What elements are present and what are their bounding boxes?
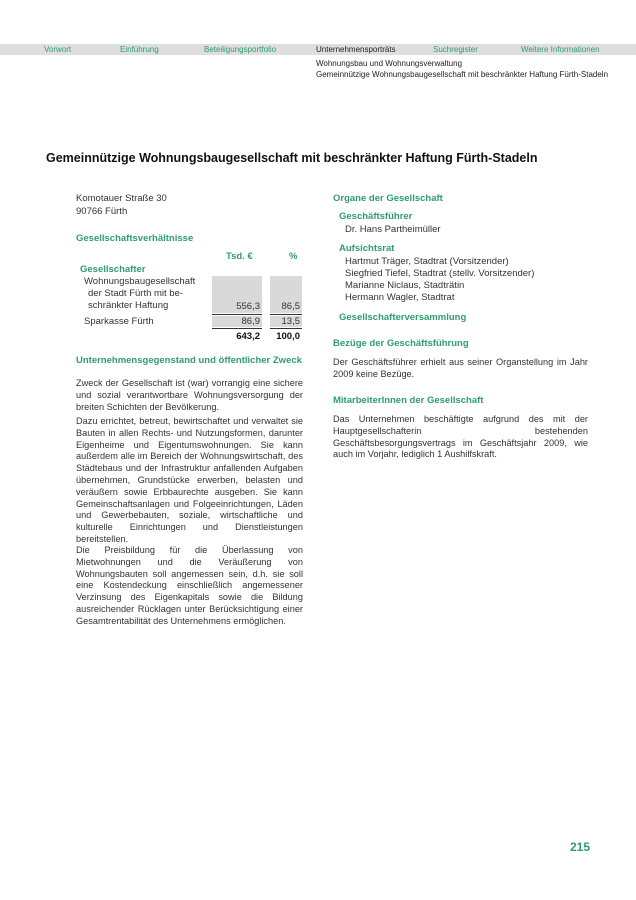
total-tsd: 643,2 (236, 331, 260, 342)
row2-pct: 13,5 (281, 316, 300, 327)
verhaeltnisse-heading: Gesellschaftsverhältnisse (76, 233, 194, 244)
top-nav (0, 44, 636, 55)
row1-label-line2: der Stadt Fürth mit be- (88, 288, 184, 299)
gesellschafterversammlung-heading: Gesellschafterversammlung (339, 312, 467, 323)
aufsichtsrat-member-3: Marianne Niclaus, Stadträtin (345, 280, 465, 291)
breadcrumb-company: Gemeinnützige Wohnungsbaugesellschaft mit beschränkter Haftung Fürth-Stadeln (316, 70, 609, 79)
mitarbeiter-heading: MitarbeiterInnen der Gesellschaft (333, 395, 484, 406)
nav-item-weitere-informationen[interactable]: Weitere Informationen (521, 45, 600, 54)
total-divider-pct (270, 328, 302, 329)
geschaeftsfuehrer-name: Dr. Hans Partheimüller (345, 224, 441, 235)
row2-label: Sparkasse Fürth (84, 316, 154, 327)
col-pct-header: % (289, 251, 298, 262)
geschaeftsfuehrer-heading: Geschäftsführer (339, 211, 413, 222)
bezuege-heading: Bezüge der Geschäftsführung (333, 338, 469, 349)
aufsichtsrat-member-4: Hermann Wagler, Stadtrat (345, 292, 455, 303)
aufsichtsrat-heading: Aufsichtsrat (339, 243, 395, 254)
page-title: Gemeinnützige Wohnungsbaugesellschaft mit beschränkter Haftung Fürth-Stadeln (46, 151, 538, 165)
gegenstand-paragraph-3: Die Preisbildung für die Überlassung von Mietwohnungen und die Veräußerung von Wohnungsbauten soll angemessen sein, d.h. sie soll eine Kostendeckung einschließlich angemessener Verzinsung des Eigenkapitals sowie die Bildung ausreichender Rücklagen unter Berücksichtigung einer Gesamtrentabilität des Unternehmens ermöglichen. (76, 545, 303, 626)
total-divider-tsd (212, 328, 262, 329)
gegenstand-paragraph-1: Zweck der Gesellschaft ist (war) vorrangig eine sichere und sozial verantwortbare Wohnungsversorgung der breiten Schichten der Bevölkerung. (76, 378, 303, 412)
address-city: 90766 Fürth (76, 206, 128, 217)
nav-item-beteiligungsportfolio[interactable]: Beteiligungsportfolio (204, 45, 277, 54)
row2-tsd: 86,9 (241, 316, 260, 327)
mitarbeiter-text: Das Unternehmen beschäftigte aufgrund des mit der Hauptgesellschafterin bestehenden Geschäftsbesorgungsvertrags im Geschäftsjahr 2009, wie auch im Vorjahr, lediglich 1 Aushilfskraft. (333, 414, 588, 460)
row1-pct: 86,5 (281, 301, 300, 312)
row1-tsd: 556,3 (236, 301, 260, 312)
gegenstand-paragraph-2: Dazu errichtet, betreut, bewirtschaftet und verwaltet sie Bauten in allen Rechts- und Nutzungsformen, darunter Eigenheime und Eigentumswohnungen. Sie kann außerdem alle im Bereich der Wohnungswirtschaft, des Städtebaus und der Infrastruktur anfallenden Aufgaben übernehmen, Grundstücke erwerben, belasten und veräußern sowie Erbbaurechte ausgeben. Sie kann Gemeinschaftsanlagen und Folgeeinrichtungen, Läden und Gewerbebauten, soziale, wirtschaftliche und kulturelle Einrichtungen und Dienstleistungen bereitstellen. (76, 416, 303, 544)
aufsichtsrat-member-2: Siegfried Tiefel, Stadtrat (stellv. Vorsitzender) (345, 268, 535, 279)
col-tsd-header: Tsd. € (226, 251, 253, 262)
gegenstand-heading: Unternehmensgegenstand und öffentlicher Zweck (76, 355, 302, 366)
row1-label-line3: schränkter Haftung (88, 300, 169, 311)
organe-heading: Organe der Gesellschaft (333, 193, 443, 204)
row-divider-tsd (212, 314, 262, 315)
nav-item-vorwort[interactable]: Vorwort (44, 45, 72, 54)
address-street: Komotauer Straße 30 (76, 193, 167, 204)
gesellschafter-label: Gesellschafter (80, 264, 146, 275)
nav-item-suchregister[interactable]: Suchregister (433, 45, 478, 54)
nav-item-unternehmensportraets[interactable]: Unternehmensporträts (316, 45, 396, 54)
row1-label-line1: Wohnungsbaugesellschaft (84, 276, 196, 287)
nav-item-einfuehrung[interactable]: Einführung (120, 45, 159, 54)
breadcrumb-category: Wohnungsbau und Wohnungsverwaltung (316, 59, 463, 68)
page-number: 215 (570, 840, 591, 854)
row-divider-pct (270, 314, 302, 315)
aufsichtsrat-member-1: Hartmut Träger, Stadtrat (Vorsitzender) (345, 256, 509, 267)
bezuege-text: Der Geschäftsführer erhielt aus seiner Organstellung im Jahr 2009 keine Bezüge. (333, 357, 588, 379)
total-pct: 100,0 (276, 331, 300, 342)
